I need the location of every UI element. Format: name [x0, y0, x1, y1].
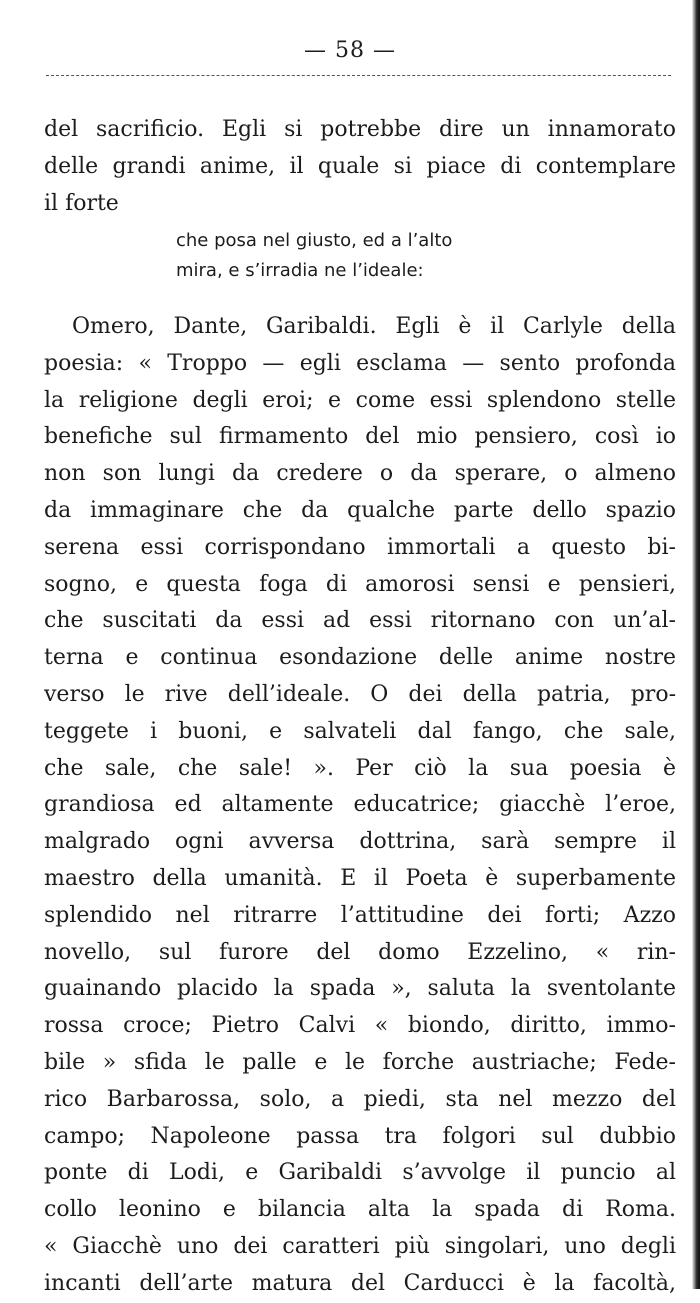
text-line: campo; Napoleone passa tra folgori sul dubbio: [44, 1123, 676, 1149]
verse-line: mira, e s’irradia ne l’ideale:: [176, 260, 424, 281]
text-line: novello, sul furore del domo Ezzelino, « rin-: [44, 939, 676, 965]
text-line: la religione degli eroi; e come essi splendono stelle: [44, 387, 676, 413]
text-line: che suscitati da essi ad essi ritornano con un’al-: [44, 608, 676, 634]
text-line: delle grandi anime, il quale si piace di contemplare: [44, 153, 676, 179]
text-line: poesia: « Troppo — egli esclama — sento profonda: [44, 350, 676, 376]
text-line: splendido nel ritrarre l’attitudine dei forti; Azzo: [44, 902, 676, 928]
main-paragraph: [44, 309, 676, 1303]
text-line: ponte di Lodi, e Garibaldi s’avvolge il puncio al: [44, 1160, 676, 1186]
text-line: teggete i buoni, e salvateli dal fango, che sale,: [44, 718, 676, 744]
text-line: maestro della umanità. E il Poeta è superbamente: [44, 865, 676, 891]
text-line: non son lungi da credere o da sperare, o almeno: [44, 461, 676, 487]
text-line: malgrado ogni avversa dottrina, sarà sempre il: [44, 829, 676, 855]
page-edge: [692, 0, 700, 1289]
text-line: da immaginare che da qualche parte dello spazio: [44, 497, 676, 523]
verse-quote: [176, 226, 596, 286]
verse-line: che posa nel giusto, ed a l’alto: [176, 230, 453, 251]
text-line: verso le rive dell’ideale. O dei della patria, pro-: [44, 681, 676, 707]
intro-paragraph: [44, 112, 676, 222]
text-line: guainando placido la spada », saluta la sventolante: [44, 976, 676, 1002]
text-line: rico Barbarossa, solo, a piedi, sta nel mezzo del: [44, 1086, 676, 1112]
text-line: bile » sfida le palle e le forche austriache; Fede-: [44, 1049, 676, 1075]
text-line: collo leonino e bilancia alta la spada di Roma.: [44, 1197, 676, 1223]
text-line: incanti dell’arte matura del Carducci è la facoltà,: [44, 1270, 676, 1296]
text-line: il forte: [44, 190, 119, 216]
text-line: del sacrificio. Egli si potrebbe dire un innamorato: [44, 117, 676, 142]
text-line: sogno, e questa foga di amorosi sensi e pensieri,: [44, 571, 676, 597]
text-line: serena essi corrispondano immortali a questo bi-: [44, 534, 676, 560]
text-line: che sale, che sale! ». Per ciò la sua poesia è: [44, 755, 676, 781]
text-line: Omero, Dante, Garibaldi. Egli è il Carlyle della: [72, 314, 676, 339]
text-line: rossa croce; Pietro Calvi « biondo, diritto, immo-: [44, 1013, 676, 1039]
text-line: « Giacchè uno dei caratteri più singolari, uno degli: [44, 1233, 676, 1259]
text-line: terna e continua esondazione delle anime nostre: [44, 645, 676, 671]
page-number: — 58 —: [304, 38, 396, 63]
text-line: grandiosa ed altamente educatrice; giacchè l’eroe,: [44, 792, 676, 818]
text-line: benefiche sul firmamento del mio pensiero, così io: [44, 424, 676, 450]
header-rule: [46, 75, 671, 76]
